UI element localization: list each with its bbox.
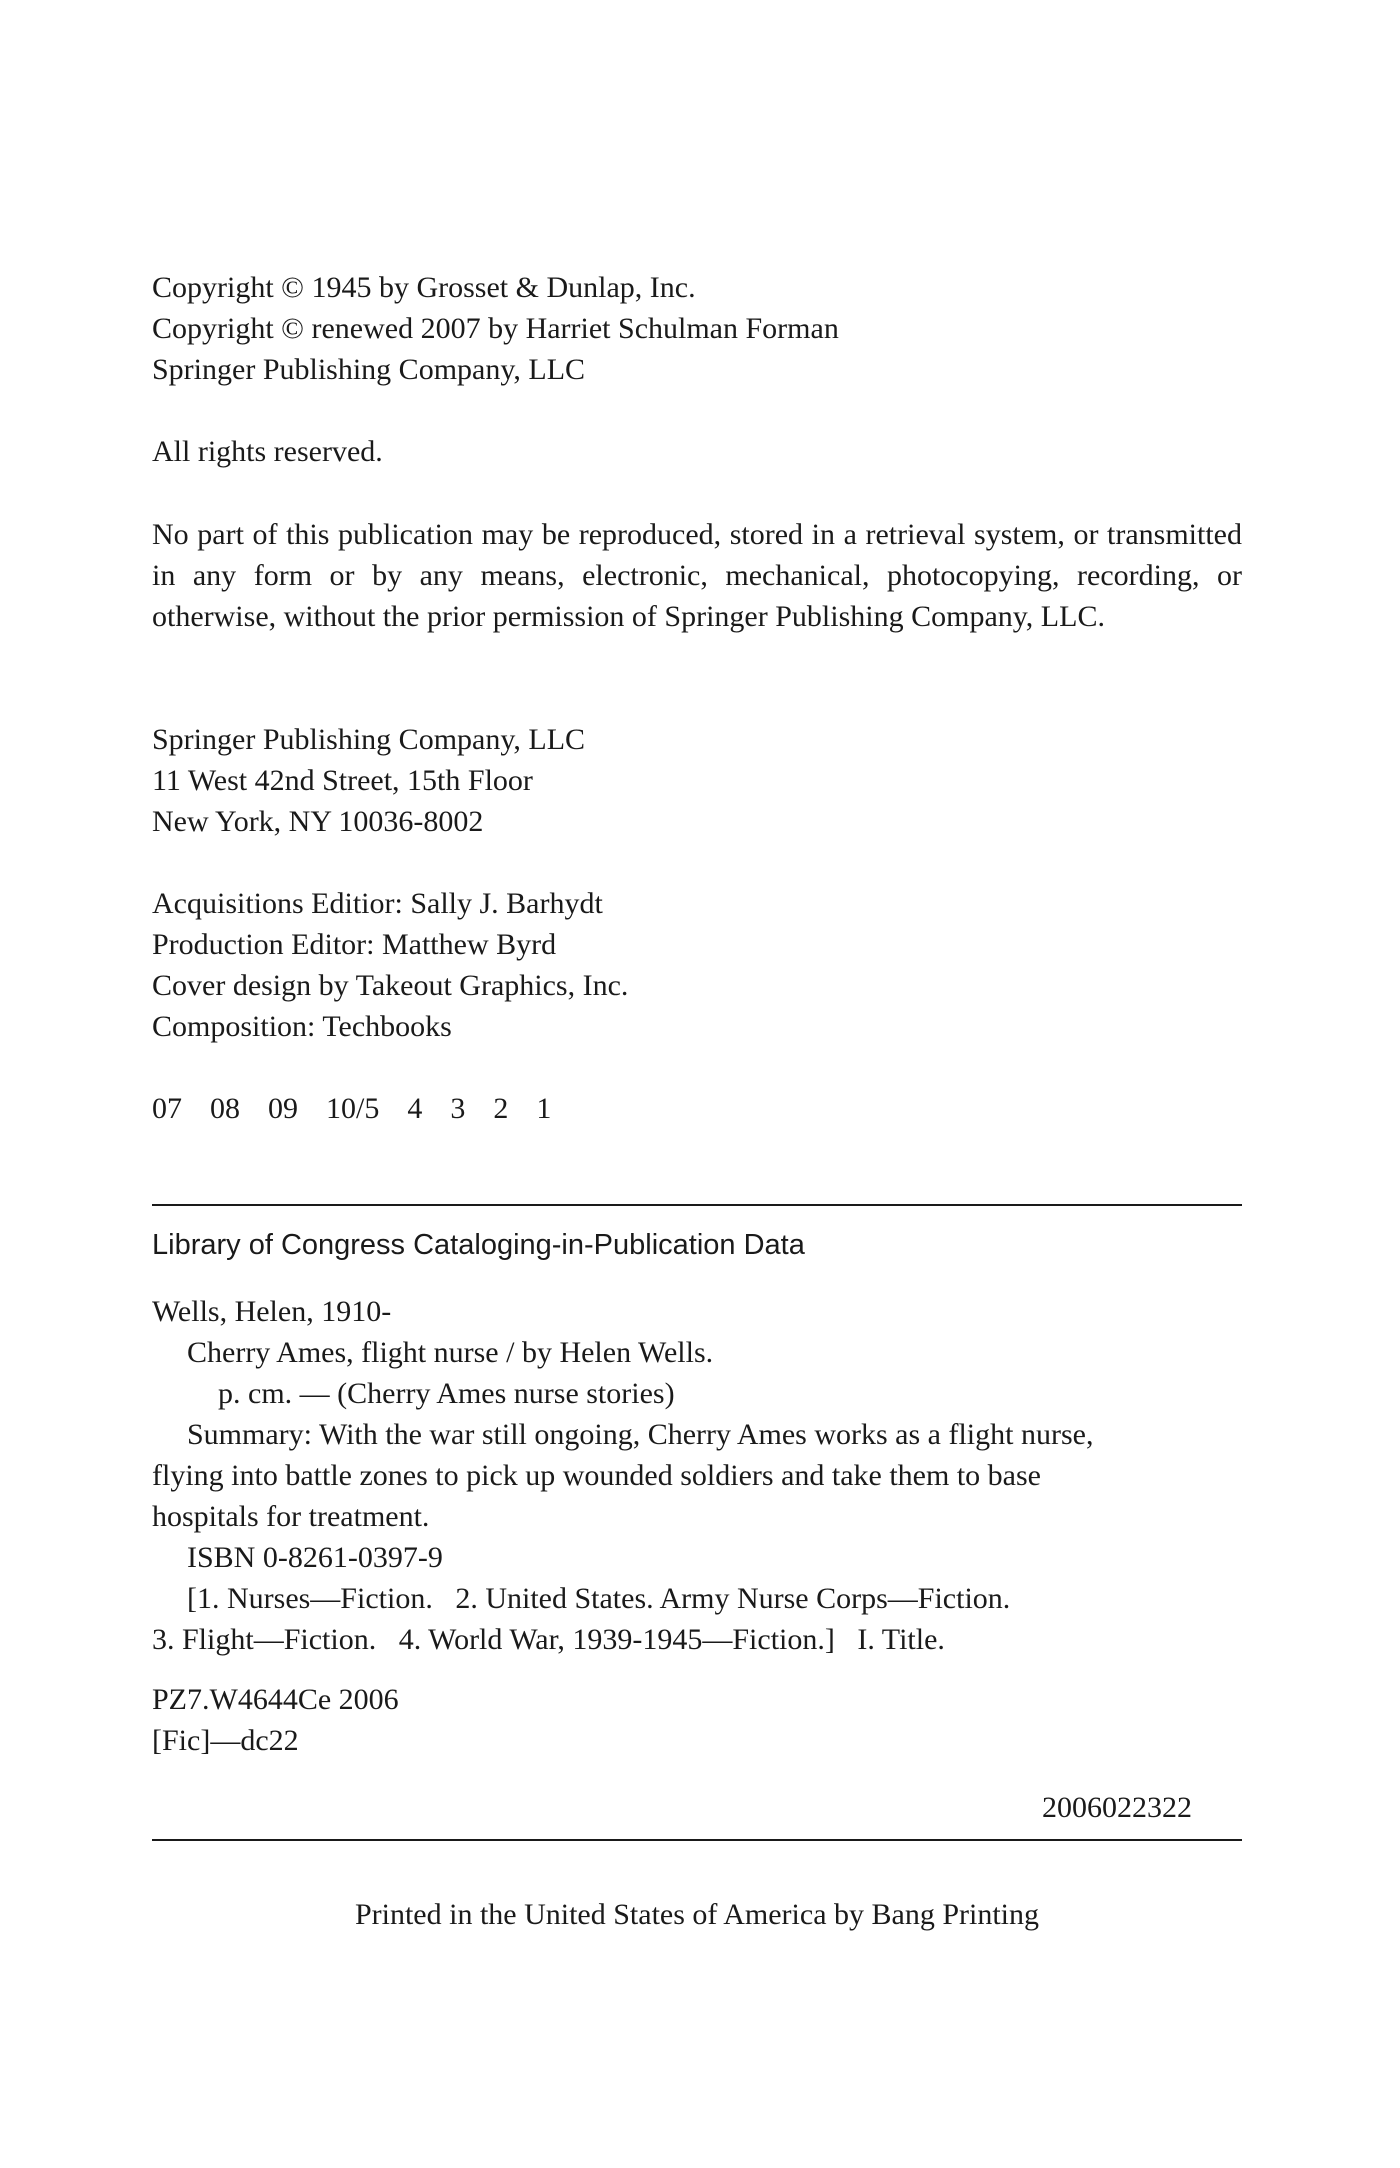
print-number: 07 <box>152 1092 182 1125</box>
text-column <box>152 0 1242 2168</box>
print-number: 2 <box>493 1092 509 1125</box>
production-editor: Production Editor: Matthew Byrd <box>152 928 557 961</box>
print-number: 1 <box>536 1092 552 1125</box>
print-number: 08 <box>210 1092 240 1125</box>
cip-top-rule <box>152 1204 1242 1206</box>
print-number: 09 <box>268 1092 298 1125</box>
reproduction-notice: No part of this publication may be reproduced, stored in a retrieval system, or transmitted in any form or by any means, electronic, mechanical, photocopying, recording, or otherwise, without the prior permission of Springer Publishing Company, LLC. <box>152 518 1242 633</box>
print-number: 3 <box>450 1092 466 1125</box>
cip-isbn: ISBN 0-8261-0397-9 <box>187 1541 443 1574</box>
cip-subjects-1: [1. Nurses—Fiction. 2. United States. Army Nurse Corps—Fiction. <box>187 1582 1011 1615</box>
cip-summary-1: Summary: With the war still ongoing, Cherry Ames works as a flight nurse, <box>187 1418 1094 1451</box>
print-number: 10/5 <box>326 1092 380 1125</box>
cip-lccn: 2006022322 <box>1042 1791 1192 1824</box>
cip-bottom-rule <box>152 1839 1242 1841</box>
publisher-name: Springer Publishing Company, LLC <box>152 723 586 756</box>
cip-author: Wells, Helen, 1910- <box>152 1295 392 1328</box>
cip-subjects-2: 3. Flight—Fiction. 4. World War, 1939-1945—Fiction.] I. Title. <box>152 1623 945 1656</box>
publisher-city: New York, NY 10036-8002 <box>152 805 484 838</box>
acquisitions-editor: Acquisitions Editior: Sally J. Barhydt <box>152 887 603 920</box>
print-number: 4 <box>407 1092 423 1125</box>
cip-series: p. cm. — (Cherry Ames nurse stories) <box>218 1377 675 1410</box>
rights-reserved: All rights reserved. <box>152 435 383 468</box>
copyright-line-2: Copyright © renewed 2007 by Harriet Schulman Forman <box>152 312 839 345</box>
print-line <box>152 1089 579 1129</box>
copyright-line-3: Springer Publishing Company, LLC <box>152 353 586 386</box>
cover-design: Cover design by Takeout Graphics, Inc. <box>152 969 629 1002</box>
cip-dewey: [Fic]—dc22 <box>152 1724 299 1757</box>
cip-title-line: Cherry Ames, flight nurse / by Helen Wells. <box>187 1336 714 1369</box>
cip-classification: PZ7.W4644Ce 2006 <box>152 1683 399 1716</box>
cip-title: Library of Congress Cataloging-in-Publication Data <box>152 1229 805 1261</box>
cip-summary-2: flying into battle zones to pick up wounded soldiers and take them to base <box>152 1459 1041 1492</box>
printed-in: Printed in the United States of America by Bang Printing <box>354 1898 1040 1931</box>
publisher-street: 11 West 42nd Street, 15th Floor <box>152 764 533 797</box>
copyright-line-1: Copyright © 1945 by Grosset & Dunlap, Inc. <box>152 271 696 304</box>
cip-summary-3: hospitals for treatment. <box>152 1500 430 1533</box>
composition: Composition: Techbooks <box>152 1010 452 1043</box>
